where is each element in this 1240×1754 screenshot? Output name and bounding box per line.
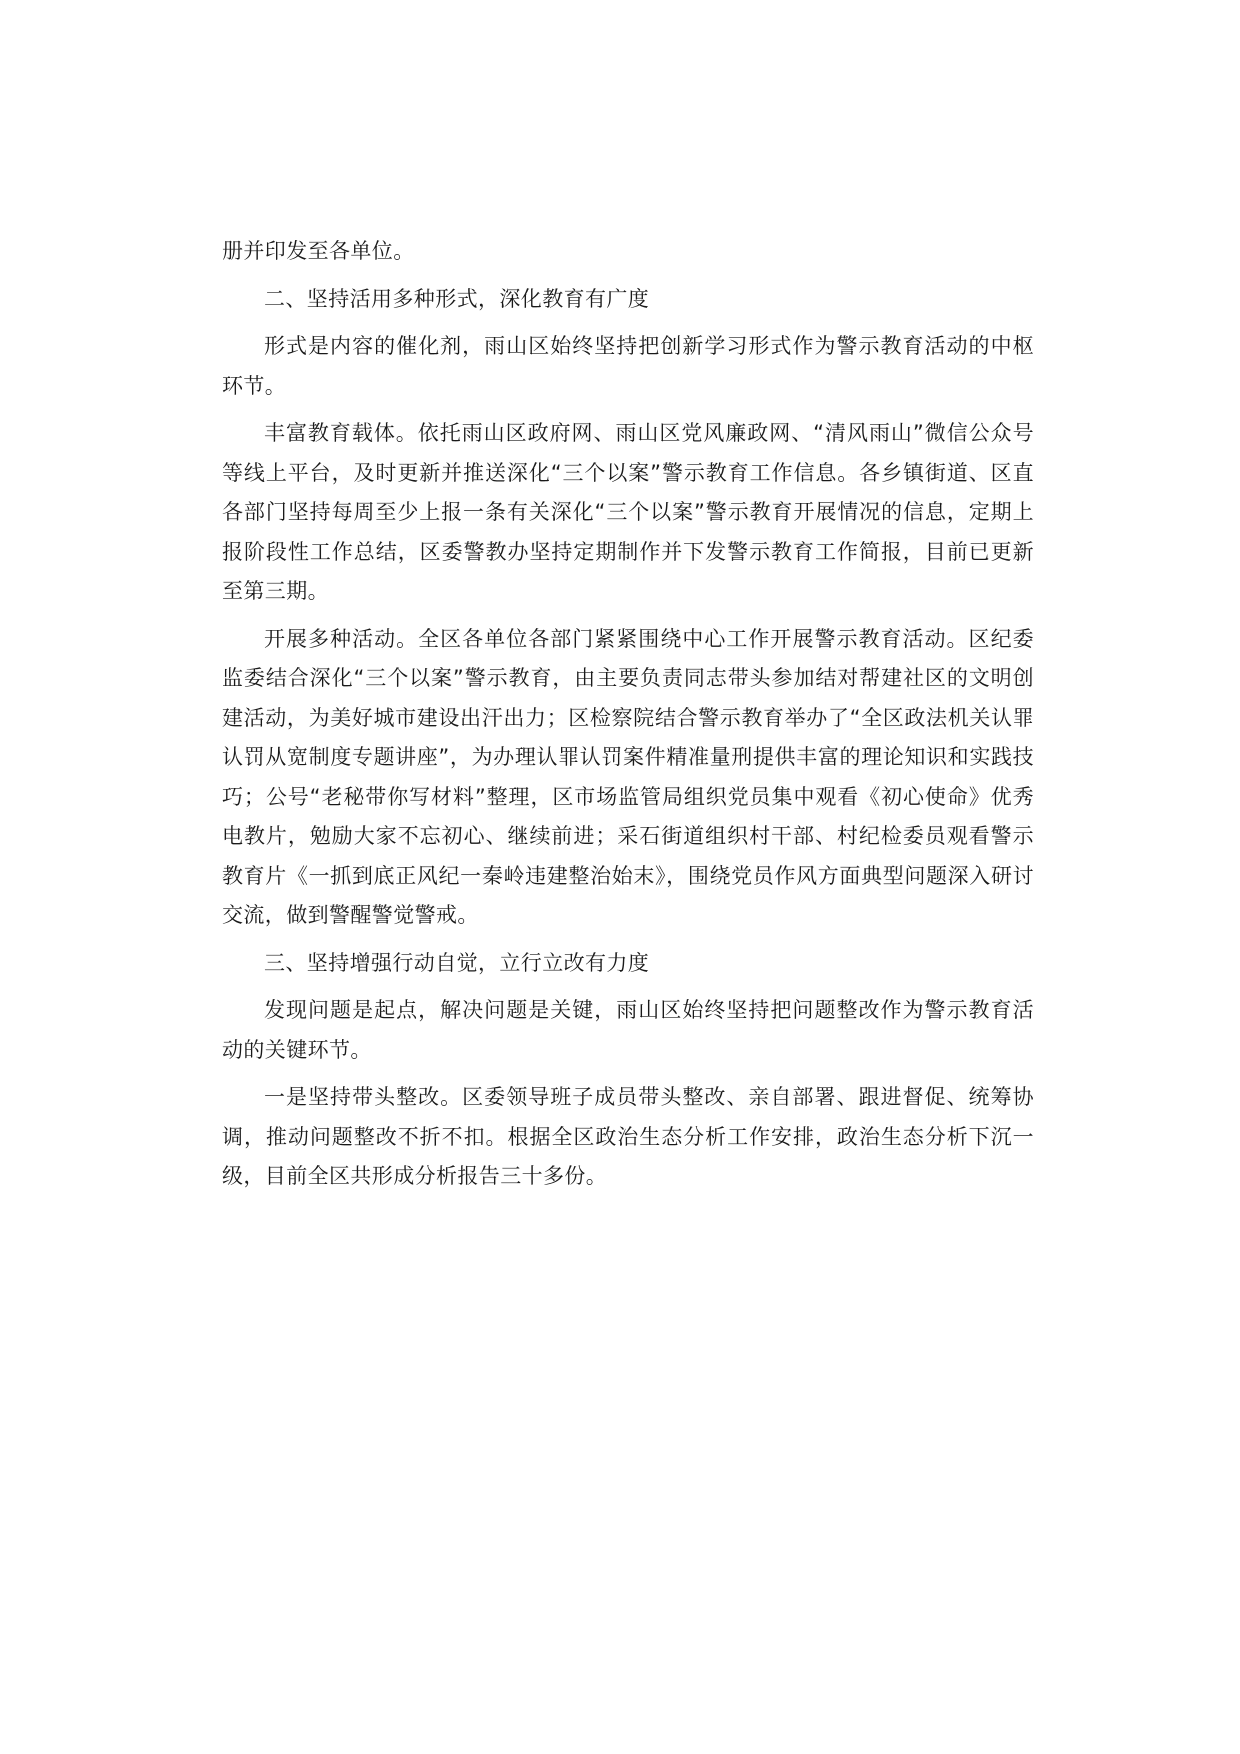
paragraph-form-intro: 形式是内容的催化剂，雨山区始终坚持把创新学习形式作为警示教育活动的中枢环节。: [222, 334, 1034, 398]
paragraph-continuation: 册并印发至各单位。: [222, 239, 415, 263]
section-heading-2: 二、坚持活用多种形式，深化教育有广度: [264, 286, 650, 311]
paragraph-education-carrier: 丰富教育载体。依托雨山区政府网、雨山区党风廉政网、“清风雨山”微信公众号等线上平台，及时更新并推送深化“三个以案”警示教育工作信息。各乡镇街道、区直各部门坚持每周至少上报一条有关深化“三个以案”警示教育开展情况的信息，定期上报阶段性工作总结，区委警教办坚持定期制作并下发警示教育工作简报，目前已更新至第三期。: [222, 421, 1034, 603]
section-heading-3: 三、坚持增强行动自觉，立行立改有力度: [264, 950, 650, 975]
paragraph-problem-intro: 发现问题是起点，解决问题是关键，雨山区始终坚持把问题整改作为警示教育活动的关键环节。: [222, 998, 1034, 1062]
document-body: [222, 232, 1034, 1197]
paragraph-activities: 开展多种活动。全区各单位各部门紧紧围绕中心工作开展警示教育活动。区纪委监委结合深化“三个以案”警示教育，由主要负责同志带头参加结对帮建社区的文明创建活动，为美好城市建设出汗出力；区检察院结合警示教育举办了“全区政法机关认罪认罚从宽制度专题讲座”，为办理认罪认罚案件精准量刑提供丰富的理论知识和实践技巧；公号“老秘带你写材料”整理，区市场监管局组织党员集中观看《初心使命》优秀电教片，勉励大家不忘初心、继续前进；采石街道组织村干部、村纪检委员观看警示教育片《一抓到底正风纪一秦岭违建整治始末》，围绕党员作风方面典型问题深入研讨交流，做到警醒警觉警戒。: [222, 626, 1034, 927]
paragraph-rectification: 一是坚持带头整改。区委领导班子成员带头整改、亲自部署、跟进督促、统筹协调，推动问题整改不折不扣。根据全区政治生态分析工作安排，政治生态分析下沉一级，目前全区共形成分析报告三十多份。: [222, 1085, 1034, 1188]
